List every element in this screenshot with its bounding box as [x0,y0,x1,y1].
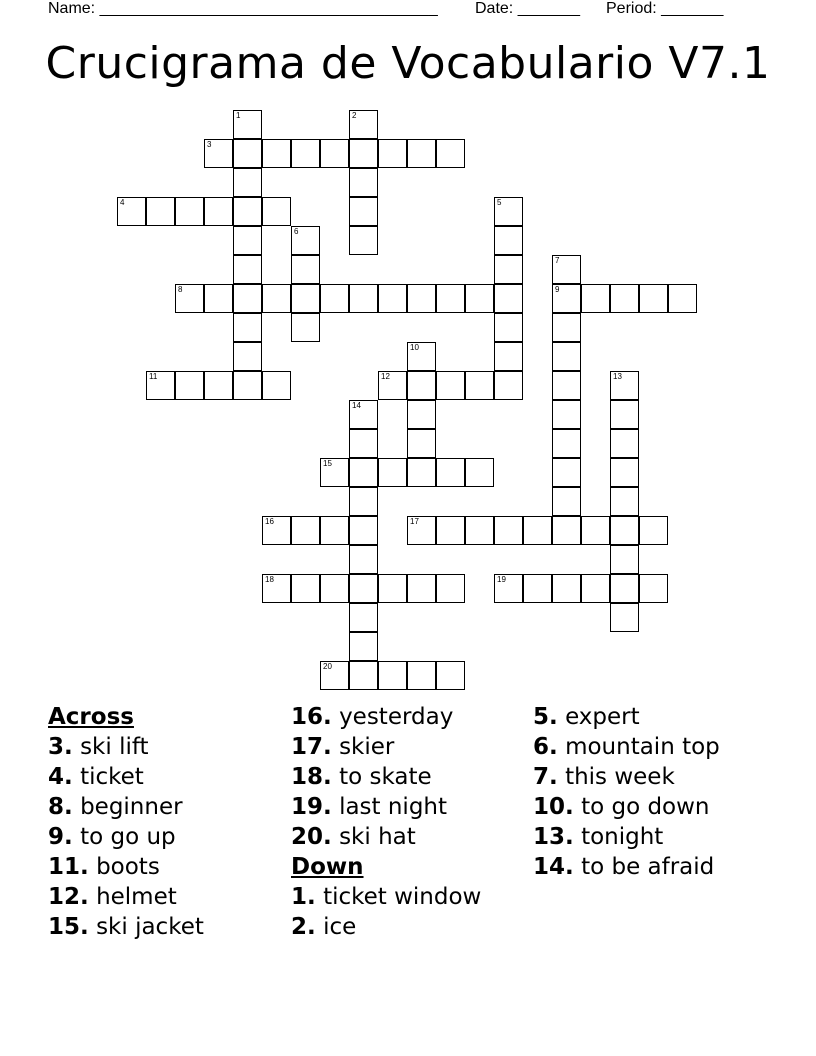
crossword-cell[interactable] [349,284,378,313]
crossword-cell[interactable] [436,458,465,487]
clue-number-label: 10 [410,343,419,352]
crossword-cell[interactable] [262,574,291,603]
crossword-cell[interactable] [552,255,581,284]
crossword-cell[interactable] [262,139,291,168]
crossword-cell[interactable] [349,458,378,487]
crossword-cell[interactable] [233,255,262,284]
crossword-cell[interactable] [668,284,697,313]
crossword-cell[interactable] [378,371,407,400]
clue-across-8: 8. beginner [48,794,183,820]
crossword-cell[interactable] [291,139,320,168]
crossword-cell[interactable] [233,168,262,197]
crossword-cell[interactable] [233,313,262,342]
crossword-cell[interactable] [581,574,610,603]
clue-number-label: 8 [178,285,183,294]
page-title: Crucigrama de Vocabulario V7.1 [45,38,771,89]
crossword-cell[interactable] [581,516,610,545]
clue-down-2: 2. ice [291,914,357,940]
crossword-cell[interactable] [610,545,639,574]
date-field[interactable]: Date: _______ [475,0,580,17]
crossword-cell[interactable] [436,139,465,168]
crossword-cell[interactable] [407,284,436,313]
crossword-cell[interactable] [494,284,523,313]
clue-number-label: 4 [120,198,125,207]
crossword-cell[interactable] [233,139,262,168]
period-field[interactable]: Period: _______ [606,0,724,17]
crossword-cell[interactable] [262,371,291,400]
crossword-cell[interactable] [639,574,668,603]
crossword-cell[interactable] [407,516,436,545]
clue-number-label: 6 [294,227,299,236]
crossword-cell[interactable] [581,284,610,313]
clue-number-label: 18 [265,575,274,584]
crossword-cell[interactable] [349,574,378,603]
crossword-cell[interactable] [639,516,668,545]
crossword-cell[interactable] [204,371,233,400]
crossword-cell[interactable] [378,139,407,168]
clue-across-12: 12. helmet [48,884,177,910]
crossword-cell[interactable] [349,139,378,168]
crossword-cell[interactable] [349,400,378,429]
crossword-cell[interactable] [552,429,581,458]
crossword-cell[interactable] [523,516,552,545]
crossword-cell[interactable] [610,400,639,429]
crossword-cell[interactable] [552,516,581,545]
crossword-cell[interactable] [349,168,378,197]
clue-number-label: 12 [381,372,390,381]
crossword-cell[interactable] [465,371,494,400]
crossword-cell[interactable] [262,516,291,545]
clue-number-label: 14 [352,401,361,410]
crossword-cell[interactable] [494,197,523,226]
crossword-cell[interactable] [320,574,349,603]
crossword-cell[interactable] [146,197,175,226]
crossword-cell[interactable] [494,313,523,342]
crossword-cell[interactable] [291,255,320,284]
crossword-cell[interactable] [407,661,436,690]
clue-number-label: 19 [497,575,506,584]
clue-across-4: 4. ticket [48,764,144,790]
clue-across-9: 9. to go up [48,824,176,850]
clue-across-15: 15. ski jacket [48,914,204,940]
crossword-cell[interactable] [610,284,639,313]
clue-number-label: 1 [236,111,241,120]
crossword-cell[interactable] [552,400,581,429]
clues-column-3 [533,702,720,882]
crossword-cell[interactable] [349,197,378,226]
crossword-cell[interactable] [378,661,407,690]
crossword-cell[interactable] [465,458,494,487]
crossword-cell[interactable] [233,342,262,371]
clues-column-1 [48,702,204,942]
clue-down-10: 10. to go down [533,794,710,820]
crossword-cell[interactable] [378,284,407,313]
crossword-cell[interactable] [349,632,378,661]
crossword-cell[interactable] [436,661,465,690]
crossword-cell[interactable] [320,139,349,168]
crossword-cell[interactable] [204,284,233,313]
crossword-cell[interactable] [552,284,581,313]
crossword-cell[interactable] [291,226,320,255]
crossword-cell[interactable] [610,603,639,632]
clue-number-label: 13 [613,372,622,381]
clue-number-label: 5 [497,198,502,207]
crossword-cell[interactable] [494,226,523,255]
crossword-cell[interactable] [320,661,349,690]
clues-column-2 [291,702,481,942]
crossword-cell[interactable] [349,110,378,139]
crossword-cell[interactable] [494,371,523,400]
crossword-cell[interactable] [552,342,581,371]
clue-down-6: 6. mountain top [533,734,720,760]
crossword-cell[interactable] [378,574,407,603]
crossword-cell[interactable] [262,197,291,226]
crossword-cell[interactable] [146,371,175,400]
crossword-cell[interactable] [349,516,378,545]
crossword-cell[interactable] [349,487,378,516]
crossword-cell[interactable] [610,458,639,487]
crossword-cell[interactable] [494,516,523,545]
crossword-cell[interactable] [436,284,465,313]
crossword-cell[interactable] [291,516,320,545]
crossword-cell[interactable] [552,313,581,342]
crossword-cell[interactable] [233,197,262,226]
crossword-cell[interactable] [117,197,146,226]
name-field[interactable]: Name: ______________________________________ [48,0,438,17]
crossword-cell[interactable] [610,516,639,545]
crossword-cell[interactable] [291,574,320,603]
crossword-cell[interactable] [291,313,320,342]
crossword-cell[interactable] [204,139,233,168]
crossword-cell[interactable] [552,487,581,516]
clue-across-16: 16. yesterday [291,704,454,730]
clue-across-20: 20. ski hat [291,824,416,850]
clue-number-label: 17 [410,517,419,526]
crossword-cell[interactable] [349,545,378,574]
clue-number-label: 2 [352,111,357,120]
clue-across-3: 3. ski lift [48,734,149,760]
crossword-cell[interactable] [436,516,465,545]
clue-down-5: 5. expert [533,704,640,730]
clue-number-label: 11 [149,372,158,381]
crossword-cell[interactable] [639,284,668,313]
clue-across-19: 19. last night [291,794,448,820]
crossword-cell[interactable] [349,603,378,632]
across-heading: Across [48,704,134,730]
clue-number-label: 9 [555,285,560,294]
crossword-cell[interactable] [320,516,349,545]
crossword-cell[interactable] [494,574,523,603]
crossword-cell[interactable] [262,284,291,313]
crossword-cell[interactable] [320,458,349,487]
crossword-cell[interactable] [610,371,639,400]
clue-number-label: 3 [207,140,212,149]
crossword-cell[interactable] [349,226,378,255]
crossword-cell[interactable] [552,574,581,603]
crossword-cell[interactable] [523,574,552,603]
crossword-cell[interactable] [204,197,233,226]
crossword-cell[interactable] [320,284,349,313]
crossword-cell[interactable] [233,371,262,400]
crossword-cell[interactable] [407,458,436,487]
crossword-cell[interactable] [378,458,407,487]
crossword-cell[interactable] [407,574,436,603]
crossword-cell[interactable] [552,371,581,400]
crossword-cell[interactable] [610,487,639,516]
crossword-cell[interactable] [407,400,436,429]
clue-number-label: 7 [555,256,560,265]
crossword-cell[interactable] [407,139,436,168]
clue-down-7: 7. this week [533,764,675,790]
crossword-cell[interactable] [494,342,523,371]
crossword-cell[interactable] [233,110,262,139]
crossword-cell[interactable] [407,371,436,400]
crossword-cell[interactable] [349,661,378,690]
clue-across-18: 18. to skate [291,764,432,790]
crossword-cell[interactable] [494,255,523,284]
clue-down-14: 14. to be afraid [533,854,715,880]
crossword-cell[interactable] [407,429,436,458]
crossword-cell[interactable] [465,516,494,545]
crossword-cell[interactable] [407,342,436,371]
crossword-cell[interactable] [610,574,639,603]
crossword-cell[interactable] [349,429,378,458]
crossword-cell[interactable] [175,371,204,400]
crossword-cell[interactable] [233,284,262,313]
crossword-cell[interactable] [291,284,320,313]
down-heading: Down [291,854,364,880]
clue-across-11: 11. boots [48,854,160,880]
clue-down-13: 13. tonight [533,824,664,850]
clue-number-label: 15 [323,459,332,468]
crossword-cell[interactable] [175,197,204,226]
clue-across-17: 17. skier [291,734,395,760]
crossword-cell[interactable] [436,371,465,400]
crossword-cell[interactable] [465,284,494,313]
clue-number-label: 16 [265,517,274,526]
clue-number-label: 20 [323,662,332,671]
crossword-cell[interactable] [610,429,639,458]
clue-down-1: 1. ticket window [291,884,482,910]
crossword-cell[interactable] [552,458,581,487]
crossword-cell[interactable] [436,574,465,603]
crossword-cell[interactable] [175,284,204,313]
crossword-cell[interactable] [233,226,262,255]
